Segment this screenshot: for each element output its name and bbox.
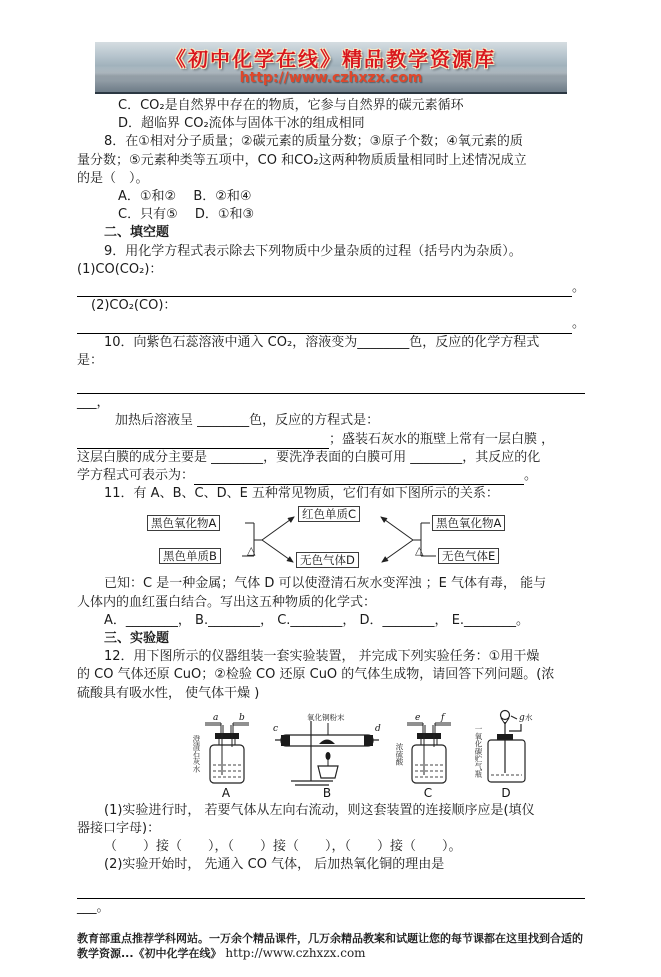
question-12-sub1-line1: (1)实验进行时， 若要气体从左向右流动，则这套装置的连接顺序应是(填仪 — [104, 802, 535, 818]
footer-line1: 教育部重点推荐学科网站。一万余个精品课件，几万余精品教案和试题让您的每节课都在这里找到合适的 — [77, 932, 583, 946]
question-8-line1: 8．在①相对分子质量；②碳元素的质量分数；③原子个数；④氧元素的质 — [104, 134, 523, 150]
period-mark: 。 — [571, 316, 585, 332]
banner-url-link[interactable]: http://www.czhxzx.com — [239, 70, 423, 86]
worksheet-body — [77, 97, 585, 917]
question-10-line6: 这层白膜的成分主要是 ________，要洗净表面的白膜可用 ________，其反应的化 — [77, 449, 541, 465]
substance-box-colorless-gas-d: 无色气体D — [296, 552, 359, 568]
option-c-line: C．CO₂是自然界中存在的物质，它参与自然界的碳元素循环 — [118, 98, 464, 113]
answer-rule — [77, 319, 572, 334]
site-banner — [95, 42, 567, 94]
answer-rule — [194, 470, 524, 485]
wash-bottle-a-drawing — [197, 711, 255, 787]
answer-rule — [77, 884, 585, 899]
question-9: 9．用化学方程式表示除去下列物质中少量杂质的过程（括号内为杂质）。 — [104, 243, 522, 259]
question-8-options-ab: A．①和② B．②和④ — [118, 189, 252, 205]
question-10-line7 — [77, 467, 585, 485]
figure-c-caption: C — [423, 785, 433, 800]
port-b-label: b — [239, 712, 245, 723]
substance-box-black-element-b: 黑色单质B — [159, 548, 221, 564]
figure-b-caption: B — [322, 785, 332, 800]
relationship-diagram — [145, 504, 530, 574]
answer-blank-q10 — [77, 376, 585, 394]
option-d-line: D．超临界 CO₂流体与固体干冰的组成相同 — [118, 116, 365, 132]
substance-box-black-oxide-a-right: 黑色氧化物A — [432, 515, 505, 531]
question-12-tail: ___。 — [77, 899, 110, 915]
answer-blank-q9-2 — [77, 315, 585, 333]
answer-rule — [77, 379, 585, 394]
period-mark: 。 — [524, 468, 538, 484]
apparatus-row — [192, 706, 585, 800]
question-8-line3: 的是（ ）。 — [77, 170, 149, 186]
worksheet-page — [0, 42, 661, 977]
water-label: 水 — [525, 712, 533, 722]
footer-line2 — [77, 946, 589, 961]
question-10-line7-text: 学方程式可表示为： — [77, 468, 195, 484]
question-12-sub2: (2)实验开始时， 先通入 CO 气体， 后加热氧化铜的理由是 — [104, 857, 445, 873]
question-8-line2: 量分数；⑤元素种类等五项中，CO 和CO₂这两种物质质量相同时上述情况成立 — [77, 152, 527, 168]
question-10-line5-text: ；盛装石灰水的瓶壁上常有一层白膜 ， — [329, 431, 555, 447]
port-c-label: c — [273, 723, 279, 734]
h2so4-label: 浓硫酸 — [395, 742, 404, 766]
question-11-answers: A．________， B.________， C.________， D．________， E.________。 — [104, 612, 530, 628]
question-10-line4: 加热后溶液呈 ________色，反应的方程式是： — [115, 413, 380, 429]
question-12-sub1-blanks: （ ）接（ ），（ ）接（ ），（ ）接（ ）。 — [104, 839, 462, 855]
gas-washing-bottle-h2so4-figure — [395, 711, 457, 800]
question-11-known2: 人体内的血红蛋白结合。写出这五种物质的化学式： — [77, 594, 377, 610]
question-12-line3: 硫酸具有吸水性， 使气体干燥 ) — [77, 685, 260, 701]
question-9-item1: (1)CO(CO₂)： — [77, 261, 163, 277]
answer-rule — [77, 434, 329, 449]
co-storage-bottle-figure — [473, 707, 539, 800]
substance-box-colorless-gas-e: 无色气体E — [438, 548, 499, 564]
question-11: 11．有 A、B、C、D、E 五种常见物质，它们有如下图所示的关系： — [104, 486, 499, 502]
wash-bottle-c-drawing — [399, 711, 457, 787]
heat-delta-symbol-right: △ — [415, 544, 424, 558]
question-10-line5 — [77, 431, 585, 449]
page-footer — [77, 931, 589, 961]
gas-washing-bottle-limewater-figure — [192, 711, 255, 800]
port-f-label: f — [441, 712, 445, 723]
question-12-sub1-line2: 器接口字母)： — [77, 821, 161, 837]
section-3-title: 三、实验题 — [104, 631, 170, 647]
port-a-label: a — [213, 712, 219, 723]
port-d-label: d — [375, 723, 381, 734]
port-e-label: e — [415, 712, 421, 723]
co-bottle-label: 一氧化碳贮气瓶 — [474, 724, 483, 778]
answer-rule — [77, 282, 572, 297]
substance-box-black-oxide-a-left: 黑色氧化物A — [147, 515, 220, 531]
answer-blank-q12 — [77, 881, 585, 899]
footer-line2-text: 教学资源...《初中化学在线》 — [77, 947, 222, 961]
substance-box-red-element-c: 红色单质C — [298, 506, 360, 522]
limewater-label: 澄清石灰水 — [192, 734, 201, 773]
cuo-powder-label: 氧化铜粉末 — [307, 712, 345, 722]
cuo-reduction-tube-figure — [271, 711, 383, 800]
question-8-options-cd: C．只有⑤ D．①和③ — [118, 207, 255, 223]
question-12-line2: 的 CO 气体还原 CuO；②检验 CO 还原 CuO 的气体生成物，请回答下列问题。(浓 — [77, 667, 555, 683]
answer-blank-q9-1 — [77, 279, 585, 297]
question-12-line1: 12．用下图所示的仪器组装一套实验装置， 并完成下列实验任务：①用干燥 — [104, 649, 540, 665]
banner-title: 《初中化学在线》精品教学资源库 — [166, 47, 496, 71]
question-9-item2: (2)CO₂(CO)： — [91, 298, 177, 314]
footer-url-link[interactable]: http://www.czhxzx.com — [225, 946, 366, 961]
port-g-label: g — [519, 712, 525, 723]
period-mark: 。 — [571, 280, 585, 296]
section-2-title: 二、填空题 — [104, 225, 170, 241]
figure-a-caption: A — [221, 785, 231, 800]
question-10-line1: 10．向紫色石蕊溶液中通入 CO₂，溶液变为________色，反应的化学方程式 — [104, 334, 540, 350]
question-11-known1: 已知：C 是一种金属；气体 D 可以使澄清石灰水变浑浊 ；E 气体有毒， 能与 — [104, 576, 547, 592]
figure-d-caption: D — [501, 785, 511, 800]
question-10-line3: ___， — [77, 395, 110, 411]
question-10-line2: 是： — [77, 352, 104, 368]
heat-delta-symbol-left: △ — [247, 544, 256, 558]
